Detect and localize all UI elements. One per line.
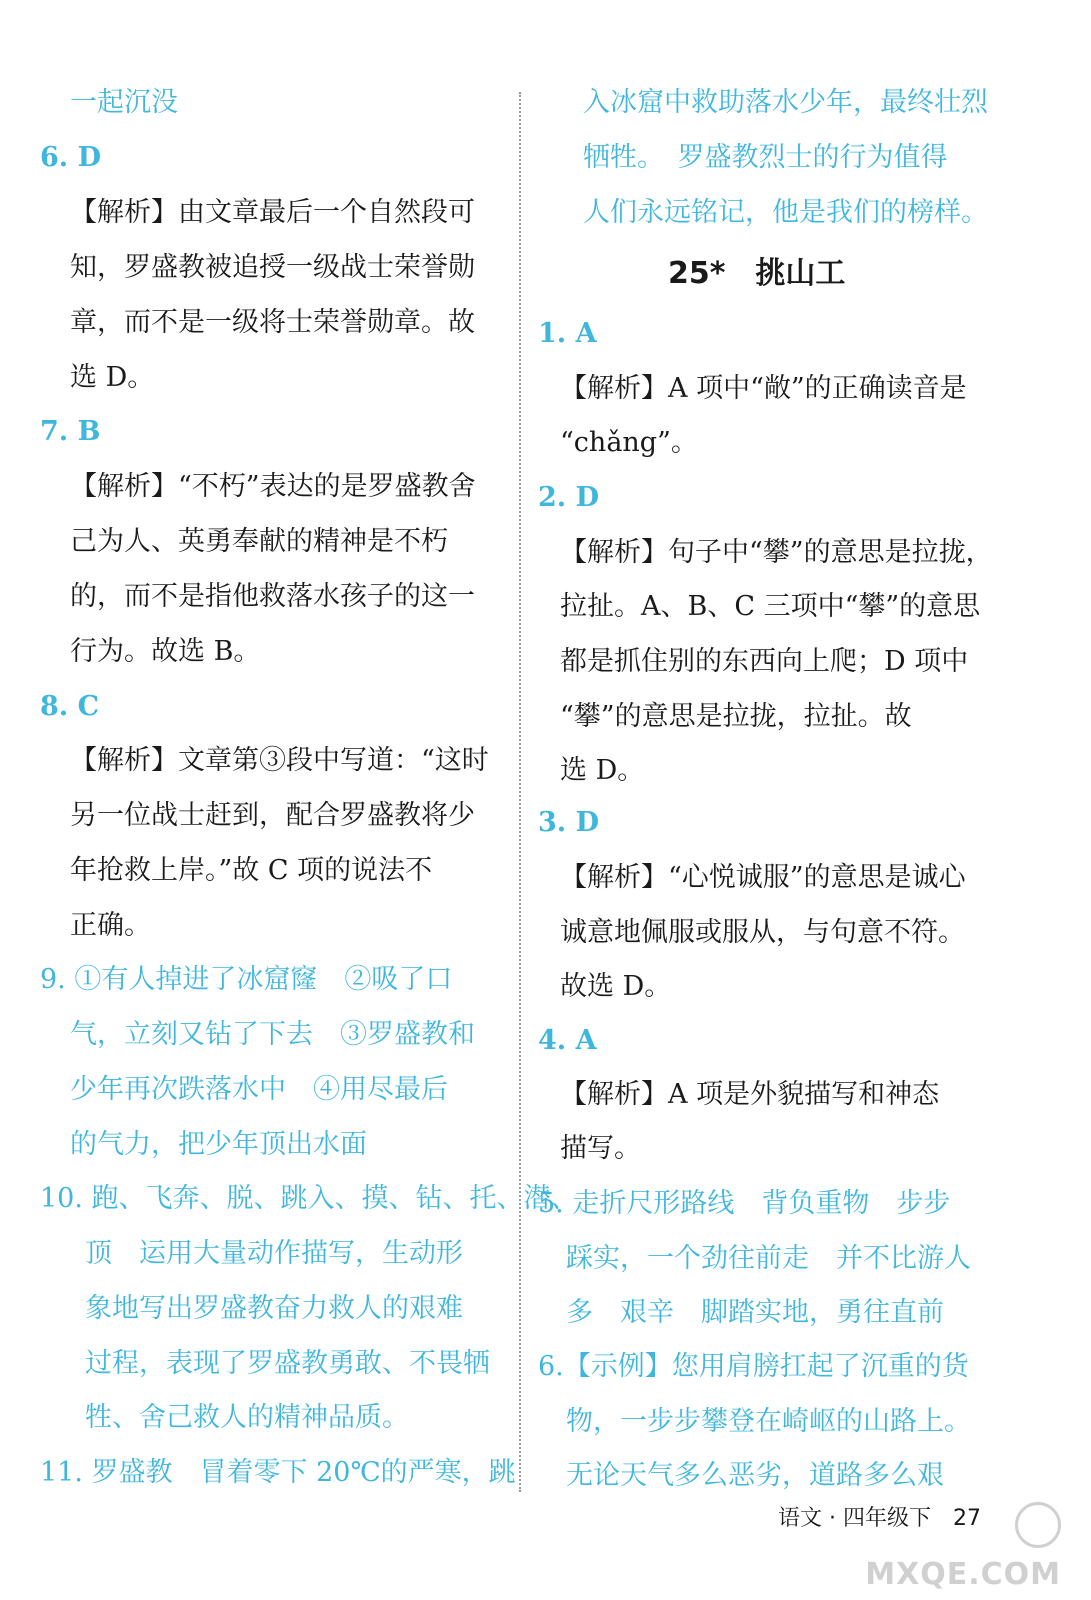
answer-line: 诚意地佩服或服从，与句意不符。: [560, 917, 965, 948]
answer-line: “chǎng”。: [560, 427, 698, 458]
answer-line: 拉扯。A、B、C 三项中“攀”的意思: [560, 591, 981, 622]
answer-line: 【解析】A 项中“敞”的正确读音是: [560, 373, 967, 404]
watermark-badge-icon: [1015, 1502, 1061, 1548]
answer-line: 10. 跑、飞奔、脱、跳入、摸、钻、托、潜、: [40, 1183, 578, 1214]
answer-line: 【解析】文章第③段中写道：“这时: [70, 745, 489, 776]
answer-line: 6. D: [40, 142, 102, 173]
answer-line: 选 D。: [560, 755, 645, 786]
answer-line: 己为人、英勇奉献的精神是不朽: [70, 526, 448, 557]
page-footer: 语文 · 四年级下 27: [778, 1506, 981, 1531]
watermark: MXQE.COM: [865, 1557, 1061, 1592]
answer-line: 的气力，把少年顶出水面: [70, 1129, 367, 1160]
answer-line: 顶 运用大量动作描写，生动形: [85, 1238, 463, 1269]
column-divider: [519, 92, 521, 1492]
answer-line: 入冰窟中救助落水少年，最终壮烈: [583, 87, 988, 118]
answer-line: 年抢救上岸。”故 C 项的说法不: [70, 855, 433, 886]
answer-line: 选 D。: [70, 362, 155, 393]
answer-line: 多 艰辛 脚踏实地，勇往直前: [566, 1297, 944, 1328]
answer-line: 牺牲。 罗盛教烈士的行为值得: [583, 142, 948, 173]
answer-line: 人们永远铭记，他是我们的榜样。: [583, 197, 988, 228]
section-title: 25* 挑山工: [668, 256, 846, 291]
answer-line: 行为。故选 B。: [70, 636, 261, 667]
answer-line: 知，罗盛教被追授一级战士荣誉勋: [70, 252, 475, 283]
answer-line: 7. B: [40, 416, 101, 447]
answer-line: 象地写出罗盛教奋力救人的艰难: [85, 1293, 463, 1324]
answer-line: “攀”的意思是拉拢，拉扯。故: [560, 701, 912, 732]
answer-line: 【解析】句子中“攀”的意思是拉拢，: [560, 537, 993, 568]
answer-line: 气，立刻又钻了下去 ③罗盛教和: [70, 1019, 475, 1050]
answer-line: 的，而不是指他救落水孩子的这一: [70, 581, 475, 612]
answer-line: 1. A: [538, 318, 597, 349]
answer-line: 牲、舍己救人的精神品质。: [85, 1402, 409, 1433]
answer-line: 都是抓住别的东西向上爬；D 项中: [560, 646, 969, 677]
answer-line: 踩实，一个劲往前走 并不比游人: [566, 1243, 971, 1274]
answer-line: 故选 D。: [560, 971, 672, 1002]
answer-line: 【解析】A 项是外貌描写和神态: [560, 1079, 940, 1110]
answer-line: 3. D: [538, 807, 600, 838]
answer-line: 【解析】“心悦诚服”的意思是诚心: [560, 862, 966, 893]
answer-line: 4. A: [538, 1025, 597, 1056]
answer-line: 【解析】由文章最后一个自然段可: [70, 197, 475, 228]
answer-line: 11. 罗盛教 冒着零下 20℃的严寒，跳: [40, 1457, 516, 1488]
answer-line: 5. 走折尺形路线 背负重物 步步: [538, 1188, 951, 1219]
answer-line: 正确。: [70, 910, 151, 941]
answer-line: 6.【示例】您用肩膀扛起了沉重的货: [538, 1351, 969, 1382]
answer-line: 2. D: [538, 482, 600, 513]
answer-line: 描写。: [560, 1133, 641, 1164]
answer-line: 9. ①有人掉进了冰窟窿 ②吸了口: [40, 964, 453, 995]
answer-line: 少年再次跌落水中 ④用尽最后: [70, 1074, 448, 1105]
answer-line: 过程，表现了罗盛教勇敢、不畏牺: [85, 1348, 490, 1379]
answer-line: 另一位战士赶到，配合罗盛教将少: [70, 800, 475, 831]
answer-line: 物，一步步攀登在崎岖的山路上。: [566, 1406, 971, 1437]
answer-line: 章，而不是一级将士荣誉勋章。故: [70, 307, 475, 338]
answer-line: 【解析】“不朽”表达的是罗盛教舍: [70, 471, 476, 502]
answer-line: 8. C: [40, 691, 100, 722]
answer-line: 无论天气多么恶劣，道路多么艰: [566, 1460, 944, 1491]
answer-line: 一起沉没: [70, 87, 178, 118]
